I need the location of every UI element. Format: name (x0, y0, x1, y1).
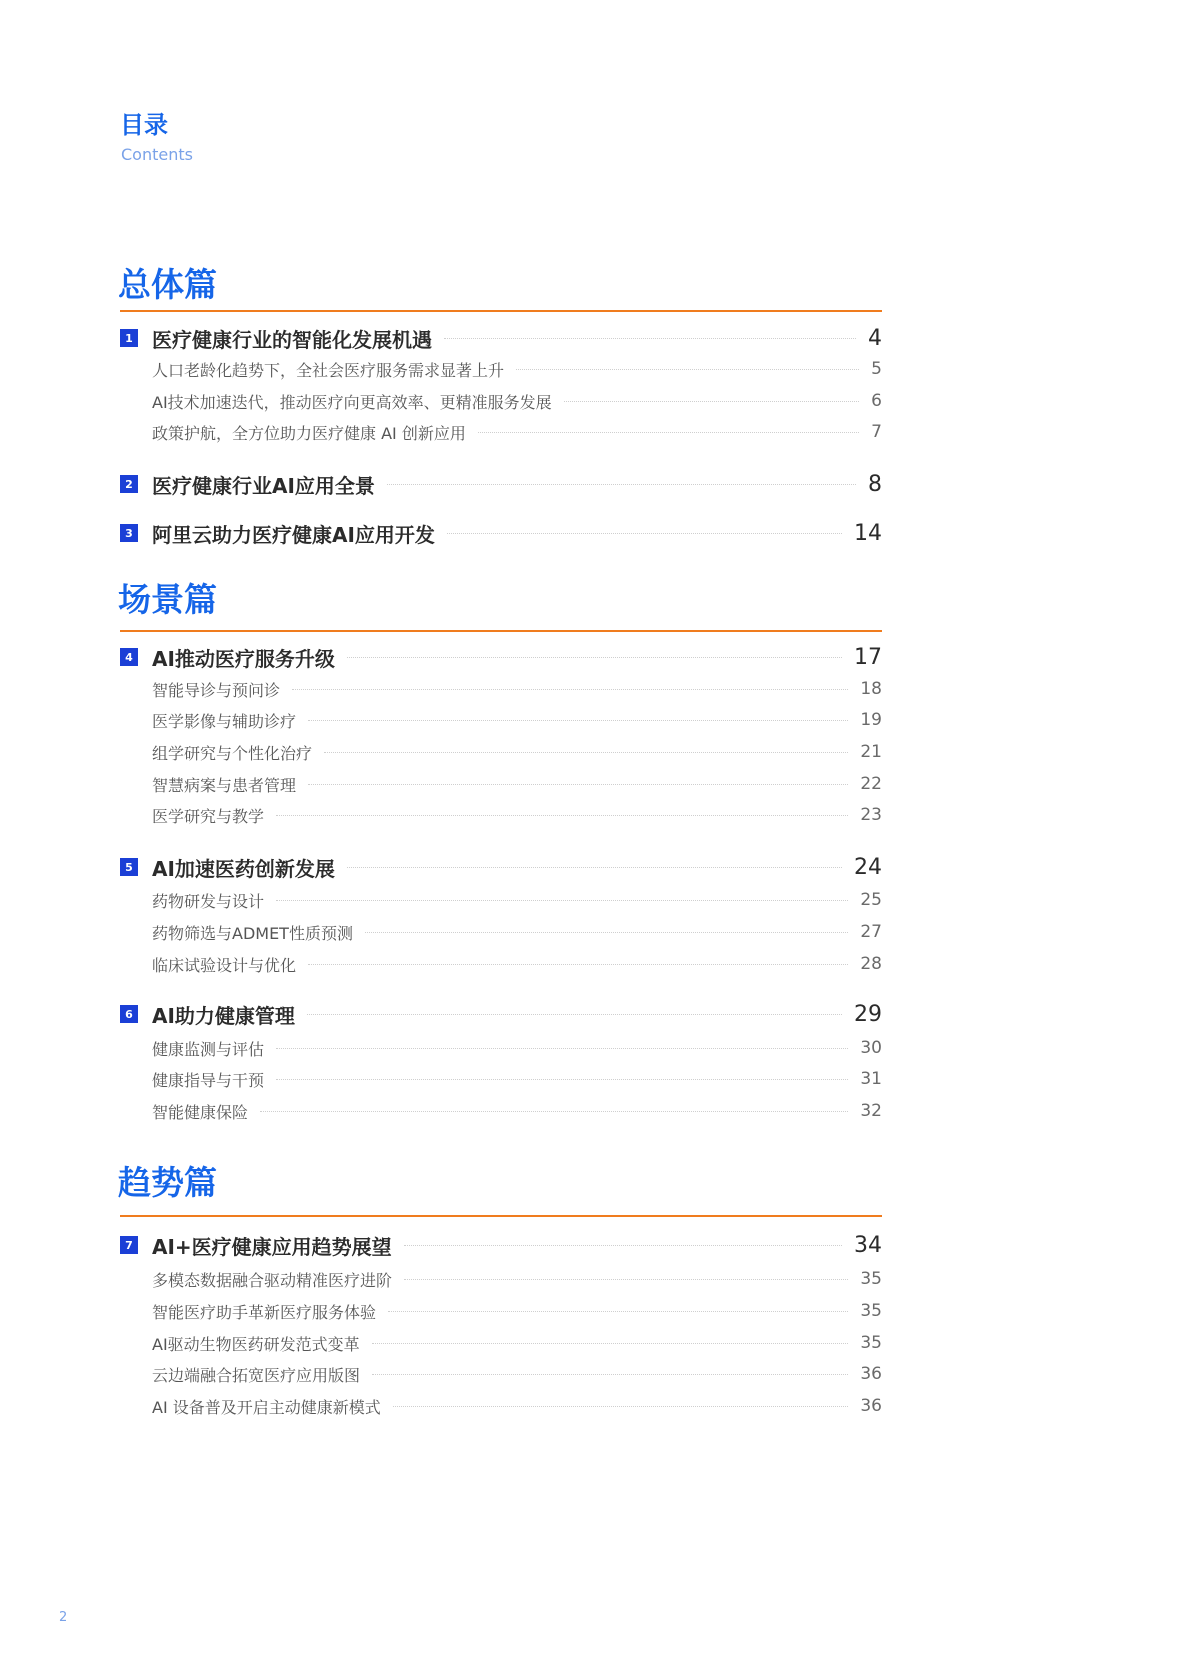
item-title: 临床试验设计与优化 (152, 955, 297, 975)
toc-chapter-row[interactable] (120, 643, 882, 671)
toc-item-row[interactable] (120, 1036, 882, 1060)
item-page: 35 (860, 1301, 882, 1321)
chapter-page: 14 (854, 520, 882, 546)
dot-leader (404, 1279, 848, 1280)
section-title: 场景篇 (118, 580, 217, 619)
chapter-page: 4 (868, 325, 882, 351)
item-page: 31 (860, 1069, 882, 1089)
dot-leader (404, 1245, 842, 1246)
toc-item-row[interactable] (120, 1299, 882, 1323)
toc-chapter-row[interactable] (120, 1231, 882, 1259)
toc-chapter-row[interactable] (120, 853, 882, 881)
dot-leader (308, 964, 848, 965)
item-title: 人口老龄化趋势下，全社会医疗服务需求显著上升 (152, 360, 505, 380)
dot-leader (276, 815, 848, 816)
toc-item-row[interactable] (120, 1331, 882, 1355)
toc-chapter-row[interactable] (120, 519, 882, 547)
toc-item-row[interactable] (120, 389, 882, 413)
toc-item-row[interactable] (120, 677, 882, 701)
item-page: 19 (860, 710, 882, 730)
toc-item-row[interactable] (120, 888, 882, 912)
dot-leader (372, 1374, 848, 1375)
chapter-number-badge: 3 (120, 524, 138, 542)
dot-leader (347, 867, 842, 868)
toc-chapter-row[interactable] (120, 470, 882, 498)
item-title: 健康监测与评估 (152, 1039, 265, 1059)
dot-leader (516, 369, 859, 370)
page-number: 2 (59, 1610, 68, 1625)
item-title: 云边端融合拓宽医疗应用版图 (152, 1365, 361, 1385)
item-page: 22 (860, 774, 882, 794)
toc-item-row[interactable] (120, 1067, 882, 1091)
toc-item-row[interactable] (120, 357, 882, 381)
item-page: 7 (871, 422, 882, 442)
dot-leader (308, 784, 848, 785)
item-page: 5 (871, 359, 882, 379)
chapter-page: 24 (854, 854, 882, 880)
item-page: 23 (860, 805, 882, 825)
toc-item-row[interactable] (120, 772, 882, 796)
chapter-number-badge: 7 (120, 1236, 138, 1254)
dot-leader (324, 752, 848, 753)
item-title: 智能医疗助手革新医疗服务体验 (152, 1302, 377, 1322)
item-title: AI驱动生物医药研发范式变革 (152, 1334, 360, 1354)
item-page: 18 (860, 679, 882, 699)
toc-item-row[interactable] (120, 803, 882, 827)
dot-leader (393, 1406, 849, 1407)
toc-item-row[interactable] (120, 952, 882, 976)
toc-item-row[interactable] (120, 920, 882, 944)
item-page: 35 (860, 1333, 882, 1353)
chapter-page: 8 (868, 471, 882, 497)
item-title: 组学研究与个性化治疗 (152, 743, 313, 763)
item-title: 智能导诊与预问诊 (152, 680, 281, 700)
chapter-number-badge: 4 (120, 648, 138, 666)
item-title: 药物研发与设计 (152, 891, 265, 911)
chapter-page: 34 (854, 1232, 882, 1258)
item-page: 30 (860, 1038, 882, 1058)
chapter-number-badge: 5 (120, 858, 138, 876)
toc-item-row[interactable] (120, 740, 882, 764)
toc-item-row[interactable] (120, 708, 882, 732)
dot-leader (276, 1079, 848, 1080)
dot-leader (260, 1111, 848, 1112)
dot-leader (365, 932, 848, 933)
item-title: 医学影像与辅助诊疗 (152, 711, 297, 731)
chapter-page: 29 (854, 1001, 882, 1027)
toc-header-title: 目录 (120, 111, 168, 139)
item-title: 药物筛选与ADMET性质预测 (152, 923, 353, 943)
toc-item-row[interactable] (120, 420, 882, 444)
toc-item-row[interactable] (120, 1362, 882, 1386)
item-page: 27 (860, 922, 882, 942)
item-title: 政策护航，全方位助力医疗健康 AI 创新应用 (152, 423, 466, 443)
chapter-title: 阿里云助力医疗健康AI应用开发 (152, 522, 435, 547)
chapter-title: 医疗健康行业的智能化发展机遇 (152, 327, 432, 352)
dot-leader (372, 1343, 849, 1344)
item-title: AI技术加速迭代，推动医疗向更高效率、更精准服务发展 (152, 392, 552, 412)
chapter-number-badge: 6 (120, 1005, 138, 1023)
dot-leader (308, 720, 848, 721)
item-page: 36 (860, 1396, 882, 1416)
item-page: 6 (871, 391, 882, 411)
chapter-page: 17 (854, 644, 882, 670)
dot-leader (276, 1048, 848, 1049)
chapter-title: AI助力健康管理 (152, 1003, 295, 1028)
item-title: 多模态数据融合驱动精准医疗进阶 (152, 1270, 393, 1290)
toc-chapter-row[interactable] (120, 324, 882, 352)
item-page: 32 (860, 1101, 882, 1121)
dot-leader (387, 484, 856, 485)
dot-leader (307, 1014, 842, 1015)
section-rule (120, 310, 882, 312)
dot-leader (564, 401, 860, 402)
item-title: 健康指导与干预 (152, 1070, 265, 1090)
item-title: 智慧病案与患者管理 (152, 775, 297, 795)
item-title: 医学研究与教学 (152, 806, 265, 826)
toc-item-row[interactable] (120, 1099, 882, 1123)
dot-leader (447, 533, 842, 534)
dot-leader (478, 432, 859, 433)
chapter-title: AI+医疗健康应用趋势展望 (152, 1234, 392, 1259)
toc-header-subtitle: Contents (121, 145, 193, 164)
chapter-title: 医疗健康行业AI应用全景 (152, 473, 375, 498)
item-page: 36 (860, 1364, 882, 1384)
dot-leader (347, 657, 842, 658)
chapter-title: AI推动医疗服务升级 (152, 646, 335, 671)
chapter-number-badge: 1 (120, 329, 138, 347)
dot-leader (444, 338, 856, 339)
chapter-title: AI加速医药创新发展 (152, 856, 335, 881)
section-rule (120, 630, 882, 632)
toc-item-row[interactable] (120, 1394, 882, 1418)
item-page: 28 (860, 954, 882, 974)
item-page: 21 (860, 742, 882, 762)
section-title: 趋势篇 (118, 1163, 217, 1202)
item-page: 35 (860, 1269, 882, 1289)
toc-item-row[interactable] (120, 1267, 882, 1291)
chapter-number-badge: 2 (120, 475, 138, 493)
item-title: AI 设备普及开启主动健康新模式 (152, 1397, 381, 1417)
dot-leader (276, 900, 848, 901)
section-title: 总体篇 (118, 265, 217, 304)
section-rule (120, 1215, 882, 1217)
dot-leader (388, 1311, 848, 1312)
item-title: 智能健康保险 (152, 1102, 249, 1122)
dot-leader (292, 689, 848, 690)
item-page: 25 (860, 890, 882, 910)
toc-chapter-row[interactable] (120, 1000, 882, 1028)
